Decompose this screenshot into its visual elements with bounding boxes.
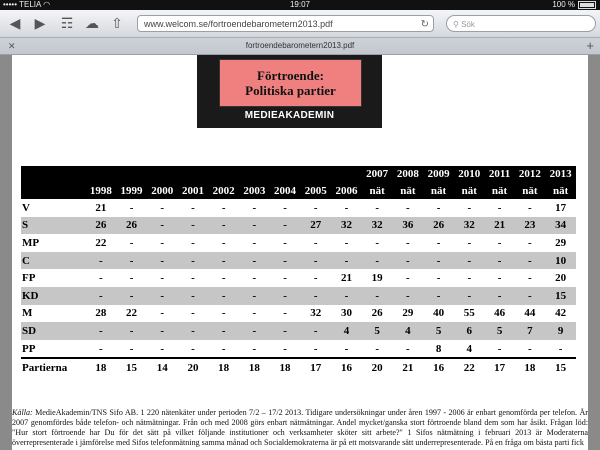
table-cell: 17: [300, 358, 331, 377]
header-cell: [21, 166, 85, 182]
table-cell: -: [497, 272, 502, 285]
table-cell: 32: [454, 217, 485, 235]
table-cell: -: [300, 322, 331, 340]
table-cell: 26: [371, 307, 383, 320]
header-cell: 2011: [485, 166, 515, 182]
table-cell: -: [147, 322, 178, 340]
table-cell: -: [221, 236, 226, 249]
table-cell: -: [436, 236, 441, 249]
table-cell: 21: [95, 201, 107, 214]
tab-bar: [0, 38, 600, 55]
table-row: [21, 252, 576, 270]
table-cell: 55: [463, 307, 475, 320]
table-cell: -: [239, 217, 270, 235]
report-banner: [197, 55, 382, 128]
table-cell: -: [147, 252, 178, 270]
table-cell: -: [129, 201, 134, 214]
header-cell: [331, 166, 362, 182]
table-cell: 17: [485, 358, 515, 377]
header-cell: nät: [423, 182, 454, 199]
table-cell: -: [406, 201, 410, 214]
header-cell: 2008: [393, 166, 424, 182]
tab-title[interactable]: fortroendebarometern2013.pdf: [245, 41, 355, 50]
table-cell: 20: [178, 358, 209, 377]
party-label: S: [21, 217, 85, 235]
header-cell: 2010: [454, 166, 485, 182]
table-cell: -: [283, 307, 287, 320]
table-cell: -: [467, 236, 472, 249]
table-cell: 22: [95, 236, 107, 249]
header-cell: 2005: [300, 182, 331, 199]
table-cell: -: [147, 217, 178, 235]
battery-icon: [578, 1, 596, 9]
table-cell: -: [485, 252, 515, 270]
table-cell: -: [406, 272, 410, 285]
table-cell: -: [208, 287, 239, 305]
table-cell: 16: [331, 358, 362, 377]
share-icon[interactable]: ⇧: [111, 15, 123, 31]
header-cell: nät: [454, 182, 485, 199]
table-cell: -: [270, 217, 301, 235]
table-row: [21, 305, 576, 323]
table-cell: -: [129, 272, 134, 285]
table-cell: 4: [466, 342, 473, 355]
table-cell: -: [191, 307, 195, 320]
table-cell: -: [270, 287, 301, 305]
table-row: [21, 287, 576, 305]
table-cell: 20: [555, 272, 567, 285]
header-cell: [239, 166, 270, 182]
table-cell: 14: [147, 358, 178, 377]
header-cell: [270, 166, 301, 182]
table-cell: -: [497, 236, 502, 249]
table-cell: 28: [95, 307, 107, 320]
table-cell: 32: [310, 307, 322, 320]
table-row: [21, 269, 576, 287]
table-cell: -: [221, 342, 226, 355]
clock: 19:07: [289, 0, 311, 9]
party-label: V: [22, 201, 30, 214]
browser-toolbar: [0, 10, 600, 38]
table-cell: -: [467, 201, 472, 214]
table-cell: 4: [331, 322, 362, 340]
table-cell: -: [252, 342, 257, 355]
table-row: [21, 234, 576, 252]
banner-subtitle: Politiska partier: [245, 83, 336, 98]
table-cell: 8: [435, 342, 442, 355]
table-cell: 20: [362, 358, 393, 377]
table-header-row-bottom: [21, 182, 576, 199]
table-cell: -: [178, 287, 209, 305]
header-cell: [116, 166, 147, 182]
table-cell: 5: [423, 322, 454, 340]
table-cell: 44: [524, 307, 536, 320]
header-cell: 2013: [545, 166, 576, 182]
table-cell: -: [208, 217, 239, 235]
caption-source-label: Källa:: [12, 408, 33, 417]
table-cell: -: [344, 342, 349, 355]
table-cell: -: [191, 236, 195, 249]
signal-icon: •••••: [3, 0, 18, 9]
party-label: M: [22, 307, 33, 320]
table-cell: 19: [371, 272, 383, 285]
table-cell: -: [208, 322, 239, 340]
table-cell: 46: [494, 307, 506, 320]
table-cell: -: [362, 287, 393, 305]
table-cell: -: [129, 236, 134, 249]
battery-indicator: 100 %: [552, 0, 596, 10]
table-cell: 18: [515, 358, 546, 377]
table-cell: -: [191, 342, 195, 355]
caption-text: MedieAkademin/TNS Sifo AB. 1 220 nätenkäter under perioden 7/2 – 17/2 2013. Tidigare undersökningar under åren 1997 - 2006 är enbart genomförda per telefon. År 2007 genomfördes både telefon- och nätmätningar. Från och med 2008 görs enbart nätmätningar. Andel mycket/ganska stort förtroende bland dem som har åsikt. Frågan löd: "Hur stort förtroende har Du för det sätt på vilket följande institutioner och verksamheter sköter sitt arbete?" 1 Sifos nätmätning i februari 2013 är Moderaterna överrepresenterade i jämförelse med Sifos telefonmätning samma månad och Socialdemokraterna är på ett motsvarande sätt underrepresenterade. På en fråga om bästa parti fick: [12, 408, 588, 447]
carrier-label: ••••• TELIA ◠: [3, 0, 51, 9]
table-cell: 40: [433, 307, 445, 320]
header-cell: 2012: [515, 166, 546, 182]
table-cell: -: [191, 201, 195, 214]
table-cell: -: [147, 287, 178, 305]
table-cell: -: [497, 201, 502, 214]
table-cell: -: [208, 252, 239, 270]
table-cell: -: [406, 236, 410, 249]
table-cell: -: [393, 287, 424, 305]
header-cell: [178, 166, 209, 182]
table-cell: -: [252, 236, 257, 249]
party-label: Partierna: [21, 358, 85, 377]
header-cell: 2000: [147, 182, 178, 199]
table-cell: 18: [208, 358, 239, 377]
table-cell: 15: [116, 358, 147, 377]
table-cell: -: [423, 287, 454, 305]
header-cell: 2009: [423, 166, 454, 182]
table-cell: -: [344, 201, 349, 214]
table-cell: -: [283, 342, 287, 355]
header-cell: nät: [545, 182, 576, 199]
table-cell: 5: [485, 322, 515, 340]
table-cell: 32: [362, 217, 393, 235]
tab-close-icon[interactable]: ✕: [8, 41, 16, 51]
table-cell: -: [116, 287, 147, 305]
header-cell: 1999: [116, 182, 147, 199]
table-cell: -: [252, 272, 257, 285]
table-cell: -: [406, 342, 410, 355]
table-cell: -: [99, 272, 103, 285]
table-cell: 34: [545, 217, 576, 235]
table-cell: -: [362, 252, 393, 270]
table-cell: -: [160, 272, 165, 285]
table-cell: 21: [393, 358, 424, 377]
wifi-icon: ◠: [43, 0, 51, 9]
status-bar: [0, 0, 600, 10]
table-cell: -: [436, 272, 441, 285]
table-cell: -: [528, 201, 532, 214]
table-row: [21, 199, 576, 217]
table-cell: -: [283, 201, 287, 214]
table-cell: 18: [239, 358, 270, 377]
header-cell: [21, 182, 85, 199]
pdf-page[interactable]: [12, 55, 588, 450]
table-cell: -: [116, 252, 147, 270]
table-cell: 36: [393, 217, 424, 235]
table-cell: -: [313, 201, 318, 214]
table-cell: -: [239, 322, 270, 340]
banner-title-box: [219, 59, 362, 107]
table-cell: -: [85, 287, 116, 305]
table-cell: -: [221, 307, 226, 320]
table-cell: 6: [454, 322, 485, 340]
header-cell: nät: [515, 182, 546, 199]
table-cell: -: [116, 322, 147, 340]
address-bar[interactable]: www.welcom.se/fortroendebarometern2013.pdf ↻: [137, 15, 434, 32]
table-cell: 29: [555, 236, 567, 249]
header-cell: 2001: [178, 182, 209, 199]
table-cell: 22: [454, 358, 485, 377]
table-cell: -: [313, 236, 318, 249]
table-cell: -: [160, 342, 165, 355]
table-cell: 27: [300, 217, 331, 235]
table-cell: -: [252, 201, 257, 214]
table-cell: -: [313, 342, 318, 355]
header-cell: 1998: [85, 182, 116, 199]
icloud-tabs-icon[interactable]: ☁: [85, 15, 99, 31]
table-cell: -: [270, 252, 301, 270]
forward-icon[interactable]: ▶: [34, 15, 46, 31]
table-row: [21, 340, 576, 359]
header-cell: 2006: [331, 182, 362, 199]
table-cell: -: [191, 272, 195, 285]
table-cell: -: [558, 342, 563, 355]
table-cell: 17: [555, 201, 567, 214]
table-cell: -: [85, 322, 116, 340]
header-cell: 2004: [270, 182, 301, 199]
header-cell: [85, 166, 116, 182]
table-cell: -: [221, 201, 226, 214]
table-caption: [12, 408, 588, 448]
table-cell: 29: [402, 307, 414, 320]
table-cell: -: [515, 287, 546, 305]
party-label: SD: [21, 322, 85, 340]
table-cell: 26: [116, 217, 147, 235]
header-cell: 2007: [362, 166, 393, 182]
search-input[interactable]: ⚲ Sök: [446, 15, 596, 32]
table-cell: -: [331, 252, 362, 270]
reload-icon[interactable]: ↻: [420, 19, 429, 30]
table-cell: 15: [545, 287, 576, 305]
table-cell: -: [454, 252, 485, 270]
table-cell: -: [393, 252, 424, 270]
party-label: C: [21, 252, 85, 270]
banner-org-name: MEDIEAKADEMIN: [244, 110, 335, 121]
table-cell: -: [375, 201, 379, 214]
table-cell: -: [239, 287, 270, 305]
table-cell: 26: [423, 217, 454, 235]
table-row: [21, 322, 576, 340]
table-cell: 4: [393, 322, 424, 340]
table-cell: -: [160, 236, 165, 249]
table-cell: -: [423, 252, 454, 270]
table-cell: -: [178, 322, 209, 340]
table-cell: -: [515, 252, 546, 270]
table-cell: -: [160, 201, 165, 214]
header-cell: 2003: [239, 182, 270, 199]
table-header-row-top: [21, 166, 576, 182]
table-cell: 15: [545, 358, 576, 377]
party-label: KD: [21, 287, 85, 305]
table-cell: -: [270, 322, 301, 340]
banner-title: Förtroende:: [257, 68, 324, 83]
table-cell: -: [221, 272, 226, 285]
table-cell: -: [528, 236, 532, 249]
table-cell: -: [99, 342, 103, 355]
table-row: [21, 217, 576, 235]
table-cell: 9: [545, 322, 576, 340]
back-icon[interactable]: ◀: [9, 15, 21, 31]
table-cell: 26: [85, 217, 116, 235]
table-cell: -: [331, 287, 362, 305]
table-cell: -: [528, 342, 532, 355]
table-cell: 23: [515, 217, 546, 235]
party-label: FP: [22, 272, 36, 285]
header-cell: nät: [485, 182, 515, 199]
table-cell: 7: [515, 322, 546, 340]
table-cell: 16: [423, 358, 454, 377]
table-cell: 18: [85, 358, 116, 377]
header-cell: nät: [393, 182, 424, 199]
table-cell: -: [485, 287, 515, 305]
table-cell: -: [313, 272, 318, 285]
table-cell: -: [178, 217, 209, 235]
table-cell: -: [467, 272, 472, 285]
table-cell: -: [300, 252, 331, 270]
table-cell: -: [160, 307, 165, 320]
header-cell: [208, 166, 239, 182]
table-cell: 30: [340, 307, 352, 320]
table-cell: -: [528, 272, 532, 285]
table-cell: -: [375, 236, 379, 249]
table-cell: 18: [270, 358, 301, 377]
table-cell: 10: [545, 252, 576, 270]
table-cell: 42: [555, 307, 567, 320]
table-cell: -: [178, 252, 209, 270]
table-cell: -: [375, 342, 379, 355]
table-cell: -: [239, 252, 270, 270]
header-cell: nät: [362, 182, 393, 199]
new-tab-icon[interactable]: +: [586, 38, 594, 53]
table-cell: -: [344, 236, 349, 249]
header-cell: [147, 166, 178, 182]
table-cell: -: [283, 236, 287, 249]
table-cell: 22: [126, 307, 138, 320]
table-cell: -: [436, 201, 441, 214]
party-label: PP: [22, 342, 36, 355]
header-cell: 2002: [208, 182, 239, 199]
trust-table: [21, 166, 576, 377]
search-icon: ⚲: [453, 20, 459, 29]
table-cell: 5: [362, 322, 393, 340]
table-cell: -: [283, 272, 287, 285]
table-cell: -: [497, 342, 502, 355]
table-cell: -: [129, 342, 134, 355]
bookmarks-book-icon[interactable]: ☶: [60, 15, 74, 31]
table-row: [21, 358, 576, 377]
table-cell: 21: [485, 217, 515, 235]
table-cell: 21: [340, 272, 352, 285]
table-cell: -: [454, 287, 485, 305]
table-cell: -: [252, 307, 257, 320]
table-cell: -: [300, 287, 331, 305]
table-cell: 32: [331, 217, 362, 235]
header-cell: [300, 166, 331, 182]
party-label: MP: [22, 236, 40, 249]
table-cell: -: [85, 252, 116, 270]
